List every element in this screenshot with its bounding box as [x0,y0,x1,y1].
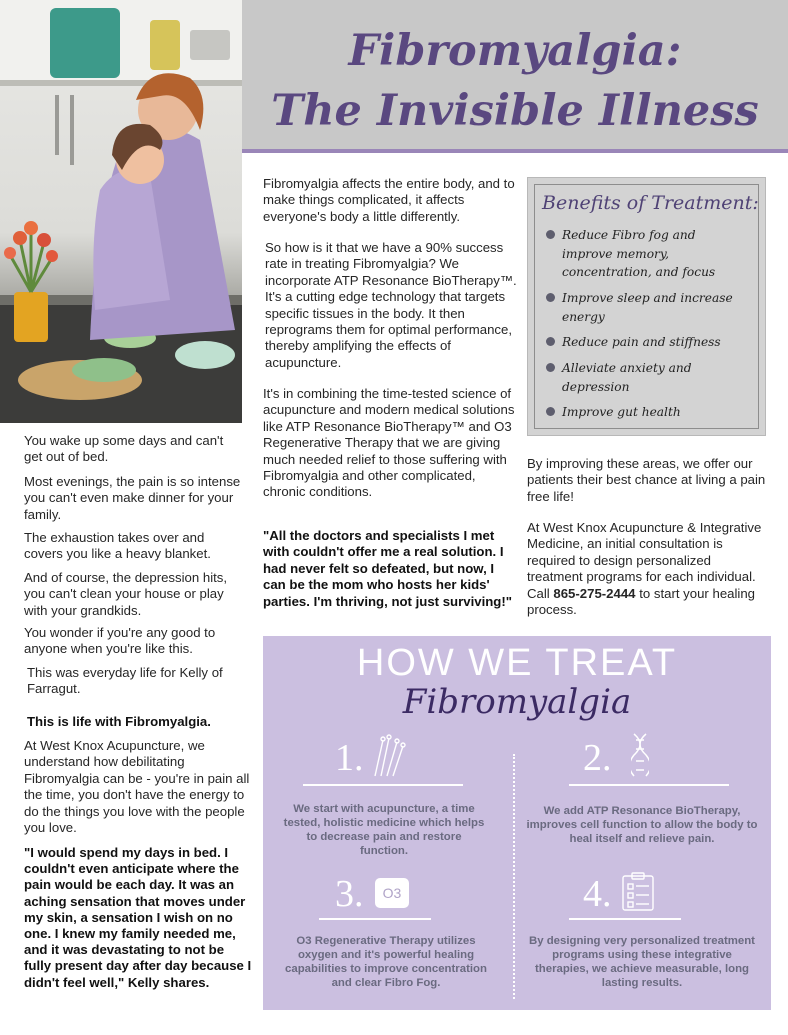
step-3-number: 3. [335,873,364,915]
bullet-icon [546,293,555,302]
treatment-heading: HOW WE TREAT [356,642,678,684]
dna-icon [631,732,649,778]
photo-illustration [0,0,242,423]
step-2-text: We add ATP Resonance BioTherapy, improves cell function to allow the body to heal itself and relieve pain. [526,805,758,845]
benefit-item: Improve sleep and increase energy [546,289,746,326]
middle-paragraph-3: It's in combining the time-tested science of acupuncture and modern medical solutions like ATP Resonance BioTherapy™ and O3 Regenerative Therapy that we are giving much needed relief to those suffering with Fibromyalgia and other complicated, chronic conditions. [263,386,515,500]
middle-paragraph-1: Fibromyalgia affects the entire body, and to make things complicated, it affects everyone's body a little differently. [263,176,515,224]
step-3-text: O3 Regenerative Therapy utilizes oxygen and it's powerful healing capabilities to improve concentration and clear Fibro Fog. [285,935,487,989]
benefit-item: Improve gut health [546,403,746,422]
step-3-line [319,918,431,920]
header-banner [242,0,788,153]
left-paragraph-6: This was everyday life for Kelly of Farragut. [27,665,223,697]
step-1-number: 1. [335,737,364,779]
left-paragraph-8: At West Knox Acupuncture, we understand how debilitating Fibromyalgia can be - you're in pain all the time, you don't have the energy to do the things you love with the people you love. [24,738,250,836]
left-paragraph-3: The exhaustion takes over and covers you like a heavy blanket. [24,530,211,562]
right-paragraph-1: By improving these areas, we offer our patients their best chance at living a pain free life! [527,456,766,504]
step-2-number: 2. [583,737,612,779]
step-1-text: We start with acupuncture, a time tested, holistic medicine which helps to decrease pain and restore function. [283,803,485,857]
mother-daughter-hug-photo [0,0,242,423]
step-4-line [569,918,681,920]
page-title-line1: Fibromyalgia: [348,26,682,76]
benefits-box [527,177,766,436]
o3-oxygen-icon: O3 [375,878,409,908]
acupuncture-needles-icon [371,734,407,778]
panel-divider [513,754,515,999]
step-1-line [303,784,463,786]
left-paragraph-4: And of course, the depression hits, you can't clean your house or play with your grandkids. [24,570,228,618]
how-we-treat-panel [263,636,771,1010]
bullet-icon [546,230,555,239]
treatment-subheading: Fibromyalgia [402,682,632,722]
checklist-icon [621,872,655,912]
middle-paragraph-2: So how is it that we have a 90% success rate in treating Fibromyalgia? We incorporate ATP Resonance BioTherapy™. It's a cutting edge technology that targets specific tissues in the body. It then reprograms them for optimal performance, thereby amplifying the effects of acupuncture. [265,240,517,370]
left-paragraph-1: You wake up some days and can't get out of bed. [24,433,224,465]
phone-number[interactable]: 865-275-2444 [553,585,636,601]
kelly-quote-middle: "All the doctors and specialists I met with couldn't offer me a real solution. I had never felt so defeated, but now, I can be the mom who hosts her kids' parties. I'm thriving, not just surviving!" [263,528,512,609]
bullet-icon [546,363,555,372]
bullet-icon [546,407,555,416]
right-paragraph-2: At West Knox Acupuncture & Integrative Medicine, an initial consultation is required to design personalized treatment programs for each individual. Call 865-275-2444 to start your healing process. [527,520,762,618]
kelly-quote-left: "I would spend my days in bed. I couldn't even anticipate where the pain would be each day. It was an aching sensation that moves under my skin, a sensation I wish on no one. I knew my family needed me, and it was devastating to not be fully present day after day because I didn't feel well," Kelly shares. [24,845,252,990]
benefit-item: Reduce Fibro fog and improve memory, concentration, and focus [546,226,746,282]
bullet-icon [546,337,555,346]
benefit-item: Reduce pain and stiffness [546,333,746,352]
step-4-text: By designing very personalized treatment programs using these integrative therapies, we achieve measurable, long lasting results. [529,935,755,989]
left-paragraph-5: You wonder if you're any good to anyone when you're like this. [24,625,216,657]
step-4-number: 4. [583,873,612,915]
left-paragraph-7: This is life with Fibromyalgia. [27,714,211,729]
left-paragraph-2: Most evenings, the pain is so intense you can't even make dinner for your family. [24,474,241,522]
benefit-item: Alleviate anxiety and depression [546,359,746,396]
benefits-title: Benefits of Treatment: [542,192,759,214]
page-title-line2: The Invisible Illness [271,86,759,136]
step-2-line [569,784,729,786]
